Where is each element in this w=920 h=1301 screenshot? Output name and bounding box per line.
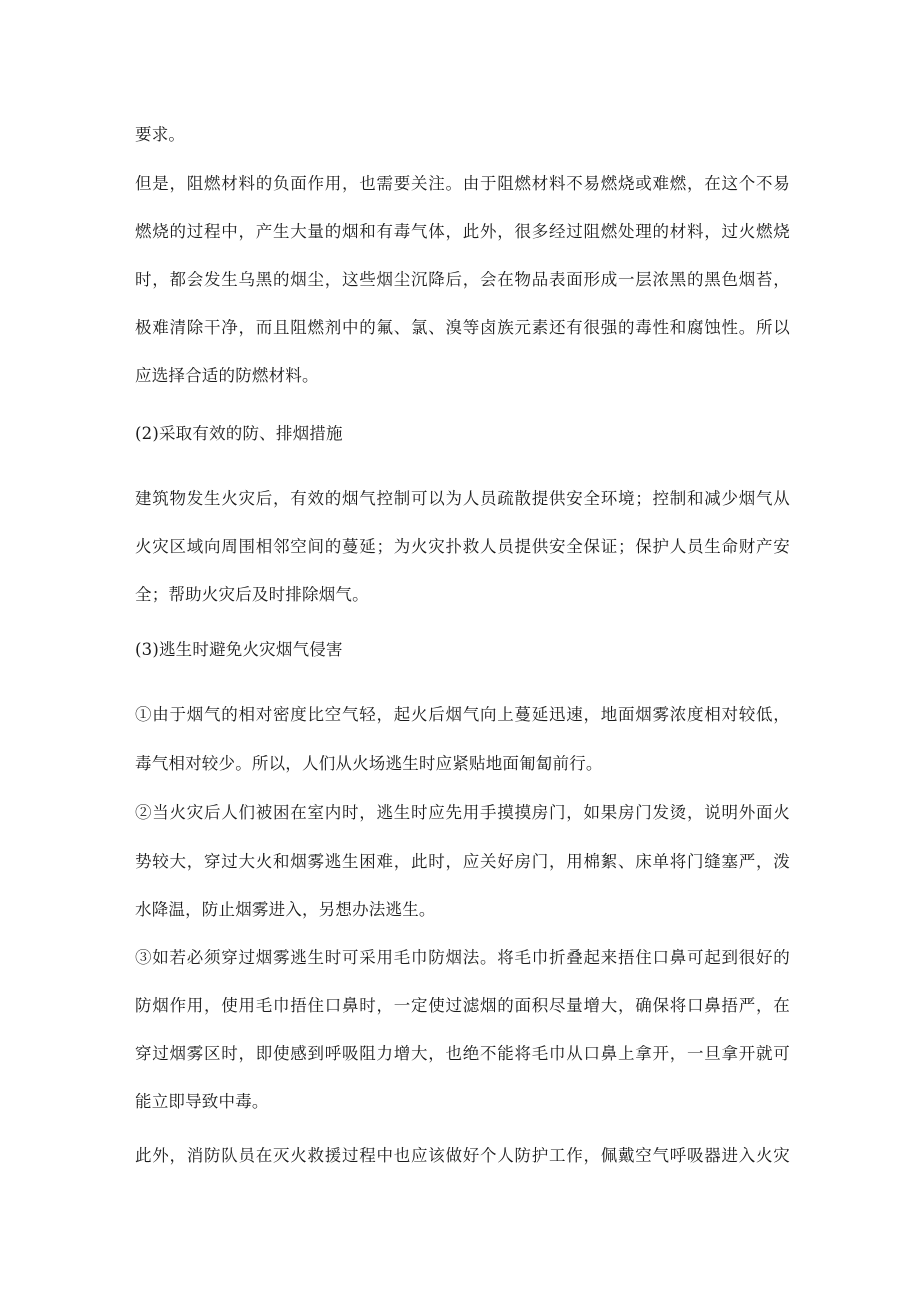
section-heading-2: (2)采取有效的防、排烟措施 bbox=[135, 424, 343, 443]
text-line-3: 燃烧的过程中，产生大量的烟和有毒气体，此外，很多经过阻燃处理的材料，过火燃烧 bbox=[135, 222, 790, 241]
text-line-5: 极难清除干净，而且阻燃剂中的氟、氯、溴等卤族元素还有很强的毒性和腐蚀性。所以 bbox=[135, 318, 790, 337]
text-line-10: 全；帮助火灾后及时排除烟气。 bbox=[135, 585, 369, 604]
text-line-2: 但是，阻燃材料的负面作用，也需要关注。由于阻燃材料不易燃烧或难燃，在这个不易 bbox=[135, 174, 790, 193]
text-line-4: 时，都会发生乌黑的烟尘，这些烟尘沉降后，会在物品表面形成一层浓黑的黑色烟苔， bbox=[135, 270, 790, 289]
text-line-15: 势较大，穿过大火和烟雾逃生困难，此时，应关好房门，用棉絮、床单将门缝塞严，泼 bbox=[135, 852, 790, 871]
text-line-9: 火灾区域向周围相邻空间的蔓延；为火灾扑救人员提供安全保证；保护人员生命财产安 bbox=[135, 537, 790, 556]
text-line-12: ①由于烟气的相对密度比空气轻，起火后烟气向上蔓延迅速，地面烟雾浓度相对较低， bbox=[135, 705, 790, 724]
text-line-13: 毒气相对较少。所以，人们从火场逃生时应紧贴地面匍匐前行。 bbox=[135, 754, 603, 773]
text-line-21: 此外，消防队员在灭火救援过程中也应该做好个人防护工作，佩戴空气呼吸器进入火灾 bbox=[135, 1146, 790, 1165]
text-line-8: 建筑物发生火灾后，有效的烟气控制可以为人员疏散提供安全环境；控制和减少烟气从 bbox=[135, 489, 790, 508]
text-line-16: 水降温，防止烟雾进入，另想办法逃生。 bbox=[135, 900, 436, 919]
text-line-14: ②当火灾后人们被困在室内时，逃生时应先用手摸摸房门，如果房门发烫，说明外面火 bbox=[135, 803, 790, 822]
text-line-17: ③如若必须穿过烟雾逃生时可采用毛巾防烟法。将毛巾折叠起来捂住口鼻可起到很好的 bbox=[135, 948, 790, 967]
text-line-1: 要求。 bbox=[135, 125, 186, 144]
text-line-20: 能立即导致中毒。 bbox=[135, 1092, 269, 1111]
text-line-6: 应选择合适的防燃材料。 bbox=[135, 366, 319, 385]
text-line-19: 穿过烟雾区时，即使感到呼吸阻力增大，也绝不能将毛巾从口鼻上拿开，一旦拿开就可 bbox=[135, 1044, 790, 1063]
text-line-18: 防烟作用，使用毛巾捂住口鼻时，一定使过滤烟的面积尽量增大，确保将口鼻捂严，在 bbox=[135, 996, 790, 1015]
section-heading-3: (3)逃生时避免火灾烟气侵害 bbox=[135, 640, 343, 659]
